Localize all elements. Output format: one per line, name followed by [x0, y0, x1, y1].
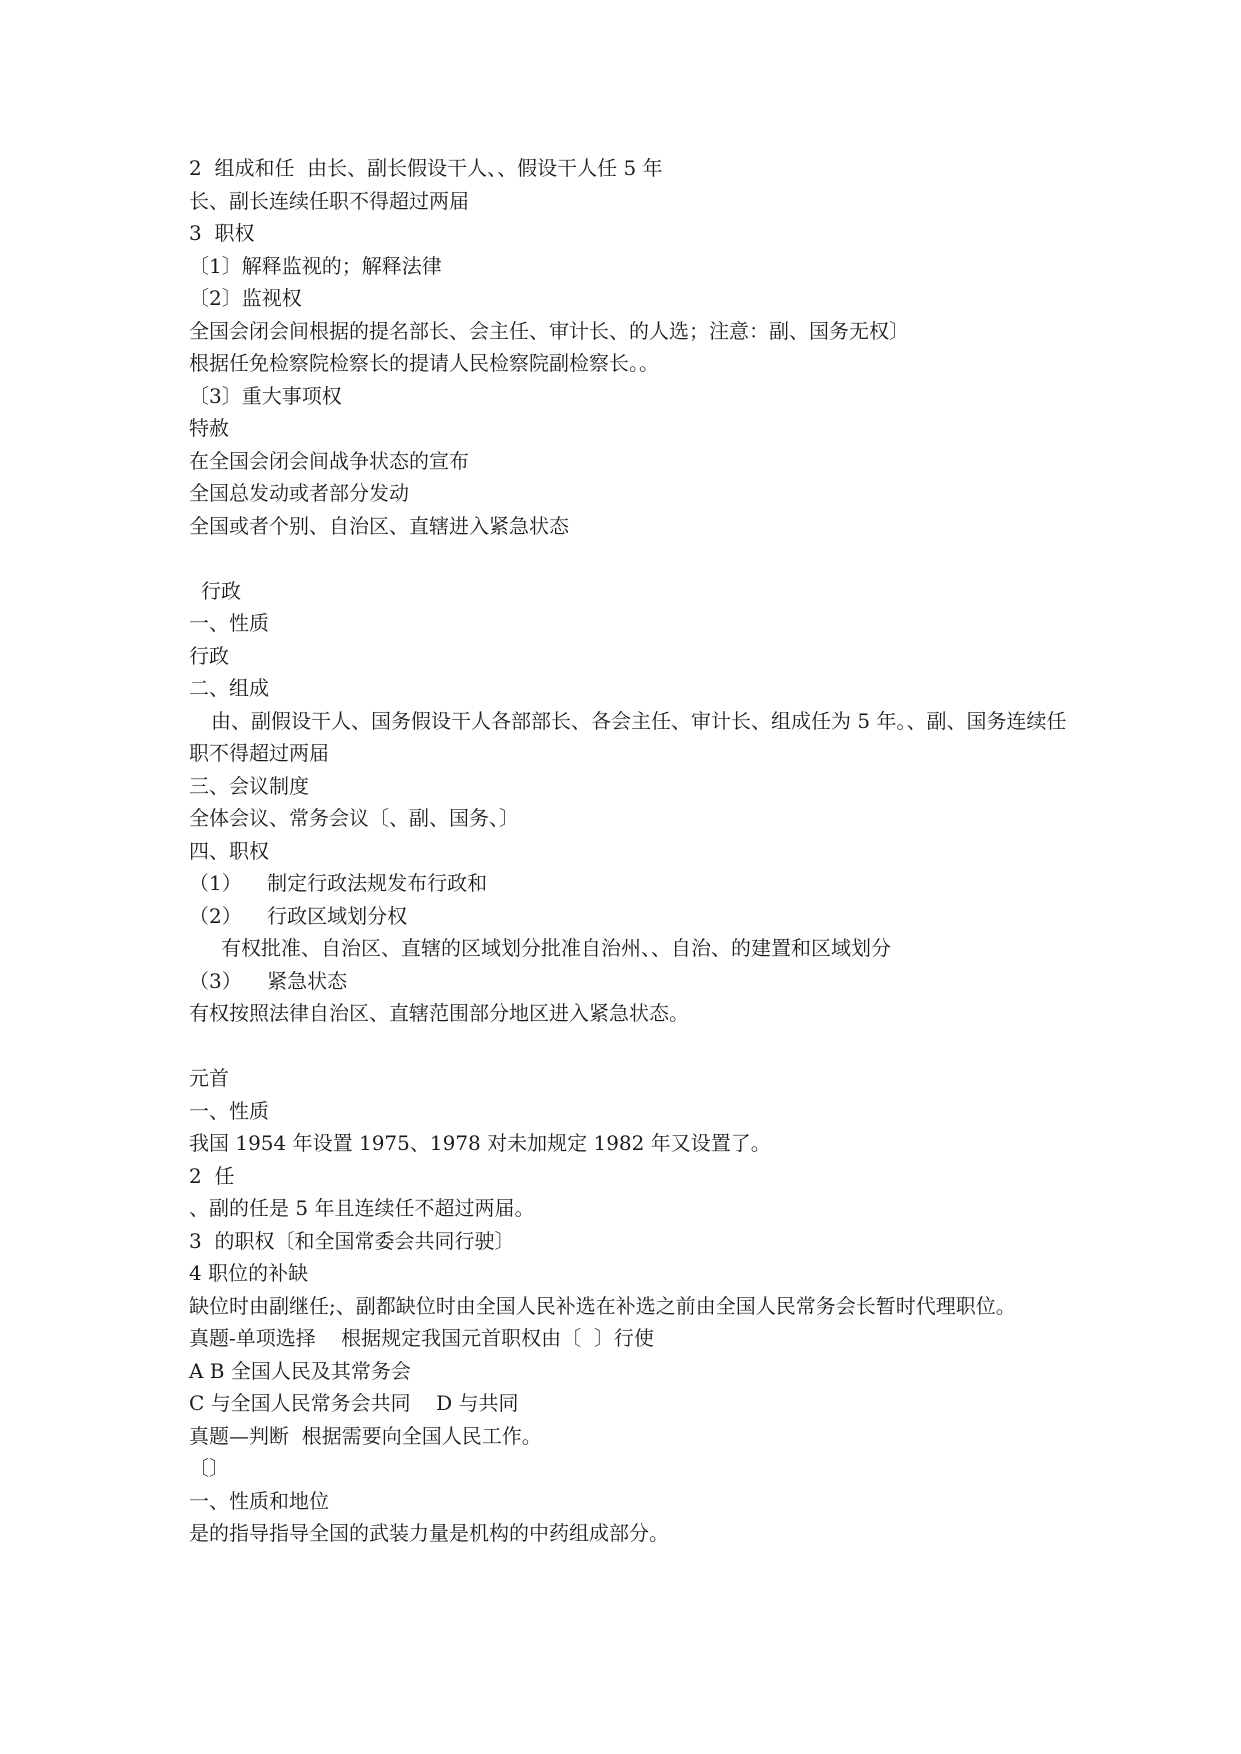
text-line: 我国 1954 年设置 1975、1978 对未加规定 1982 年又设置了。 — [189, 1131, 771, 1155]
section-heading: 二、组成 — [189, 676, 269, 700]
list-item-detail: 有权批准、自治区、直辖的区域划分批准自治州、、自治、的建置和区域划分 — [221, 936, 891, 960]
text-line: 有权按照法律自治区、直辖范围部分地区进入紧急状态。 — [189, 1001, 689, 1025]
exam-option: C 与全国人民常务会共同 D 与共同 — [189, 1391, 519, 1415]
paragraph-gap — [189, 1030, 1069, 1063]
section-heading: 一、性质 — [189, 611, 269, 635]
text-line: 全国会闭会间根据的提名部长、会主任、审计长、的人选；注意：副、国务无权〕 — [189, 318, 909, 343]
section-heading: 四、职权 — [189, 838, 269, 863]
list-item: （3） 紧急状态 — [189, 968, 348, 993]
section-heading: 一、性质 — [189, 1098, 269, 1123]
text-line: 、副的任是 5 年且连续任不超过两届。 — [189, 1196, 535, 1220]
text-line: 全国或者个别、自治区、直辖进入紧急状态 — [189, 513, 569, 538]
text-line: 全体会议、常务会议〔、副、国务、〕 — [189, 806, 519, 830]
section-title: 元首 — [189, 1066, 229, 1090]
text-line: 〔3〕重大事项权 — [189, 383, 342, 408]
text-line: 2 组成和任 由长、副长假设干人、、假设干人任 5 年 — [189, 156, 663, 180]
text-line: 〔〕 — [189, 1456, 229, 1480]
text-line: 〔2〕监视权 — [189, 286, 302, 310]
exam-question: 真题—判断 根据需要向全国人民工作。 — [189, 1423, 542, 1448]
text-line: 全国总发动或者部分发动 — [189, 481, 409, 505]
document-body — [189, 152, 1069, 1550]
section-heading: 3 职权 — [189, 221, 255, 245]
text-line: 在全国会闭会间战争状态的宣布 — [189, 448, 469, 473]
paragraph: 缺位时由副继任;、副都缺位时由全国人民补选在补选之前由全国人民常务会长暂时代理职位。 — [189, 1293, 1016, 1318]
list-item: （2） 行政区域划分权 — [189, 903, 408, 928]
text-line: 〔1〕解释监视的；解释法律 — [189, 253, 442, 278]
section-title: 行政 — [201, 578, 241, 603]
exam-question: 真题-单项选择 根据规定我国元首职权由〔 〕行使 — [189, 1326, 654, 1350]
text-line: 特赦 — [189, 416, 229, 440]
section-heading: 4 职位的补缺 — [189, 1261, 309, 1285]
text-line: 行政 — [189, 643, 229, 668]
section-heading: 3 的职权〔和全国常委会共同行驶〕 — [189, 1228, 515, 1253]
section-heading: 2 任 — [189, 1163, 235, 1188]
exam-option: A B 全国人民及其常务会 — [189, 1358, 411, 1383]
section-heading: 一、性质和地位 — [189, 1488, 329, 1513]
text-line: 长、副长连续任职不得超过两届 — [189, 188, 469, 213]
text-line: 根据任免检察院检察长的提请人民检察院副检察长。。 — [189, 351, 659, 375]
text-line: 是的指导指导全国的武装力量是机构的中药组成部分。 — [189, 1521, 669, 1545]
list-item: （1） 制定行政法规发布行政和 — [189, 871, 488, 895]
section-heading: 三、会议制度 — [189, 773, 309, 798]
paragraph-gap — [189, 542, 1069, 575]
paragraph: 由、副假设干人、国务假设干人各部部长、各会主任、审计长、组成任为 5 年。、副、国务连续任职不得超过两届 — [189, 708, 1067, 765]
